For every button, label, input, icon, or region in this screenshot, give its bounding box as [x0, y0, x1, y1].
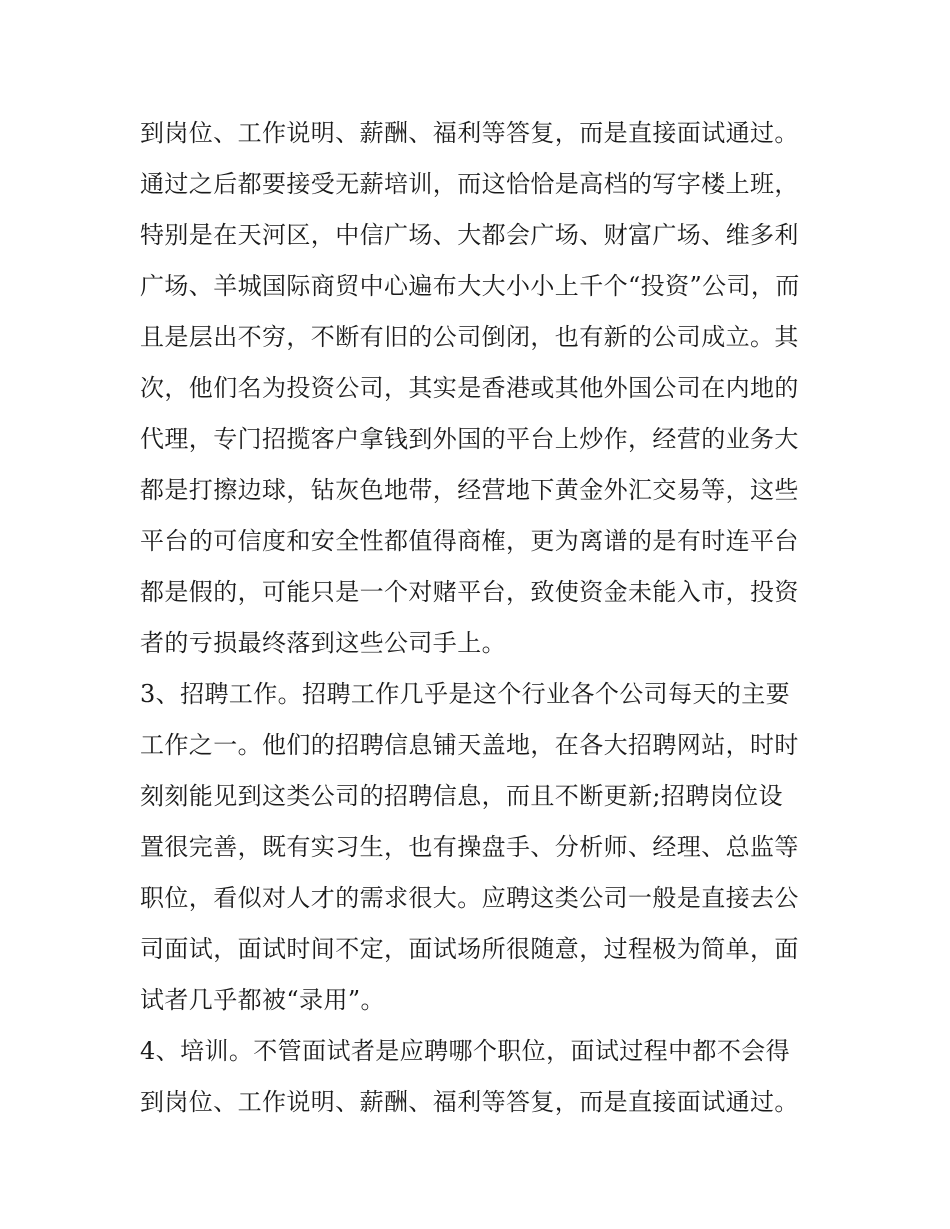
- text-line: 次，他们名为投资公司，其实是香港或其他外国公司在内地的: [140, 374, 799, 402]
- document-body: [140, 108, 820, 1128]
- section-heading-recruitment: 3、招聘工作。招聘工作几乎是这个行业各个公司每天的主要: [140, 680, 791, 708]
- text-line: 都是假的，可能只是一个对赌平台，致使资金未能入市，投资: [140, 578, 799, 606]
- text-line: 到岗位、工作说明、薪酬、福利等答复，而是直接面试通过。: [140, 119, 799, 147]
- text-line: 者的亏损最终落到这些公司手上。: [140, 629, 506, 657]
- text-line: 特别是在天河区，中信广场、大都会广场、财富广场、维多利: [140, 221, 799, 249]
- text-line: 且是层出不穷，不断有旧的公司倒闭，也有新的公司成立。其: [140, 323, 799, 351]
- text-line: 工作之一。他们的招聘信息铺天盖地，在各大招聘网站，时时: [140, 731, 799, 759]
- text-line: 到岗位、工作说明、薪酬、福利等答复，而是直接面试通过。: [140, 1088, 799, 1116]
- text-line: 职位，看似对人才的需求很大。应聘这类公司一般是直接去公: [140, 884, 799, 912]
- text-line: 都是打擦边球，钻灰色地带，经营地下黄金外汇交易等，这些: [140, 476, 799, 504]
- text-line: 广场、羊城国际商贸中心遍布大大小小上千个“投资”公司，而: [140, 272, 800, 300]
- text-line: 刻刻能见到这类公司的招聘信息，而且不断更新;招聘岗位设: [140, 782, 783, 810]
- section-heading-training: 4、培训。不管面试者是应聘哪个职位，面试过程中都不会得: [140, 1037, 791, 1065]
- text-line: 试者几乎都被“录用”。: [140, 986, 385, 1014]
- text-line: 平台的可信度和安全性都值得商榷，更为离谱的是有时连平台: [140, 527, 799, 555]
- text-line: 代理，专门招揽客户拿钱到外国的平台上炒作，经营的业务大: [140, 425, 799, 453]
- text-line: 置很完善，既有实习生，也有操盘手、分析师、经理、总监等: [140, 833, 799, 861]
- text-line: 司面试，面试时间不定，面试场所很随意，过程极为简单，面: [140, 935, 799, 963]
- text-line: 通过之后都要接受无薪培训，而这恰恰是高档的写字楼上班，: [140, 170, 799, 198]
